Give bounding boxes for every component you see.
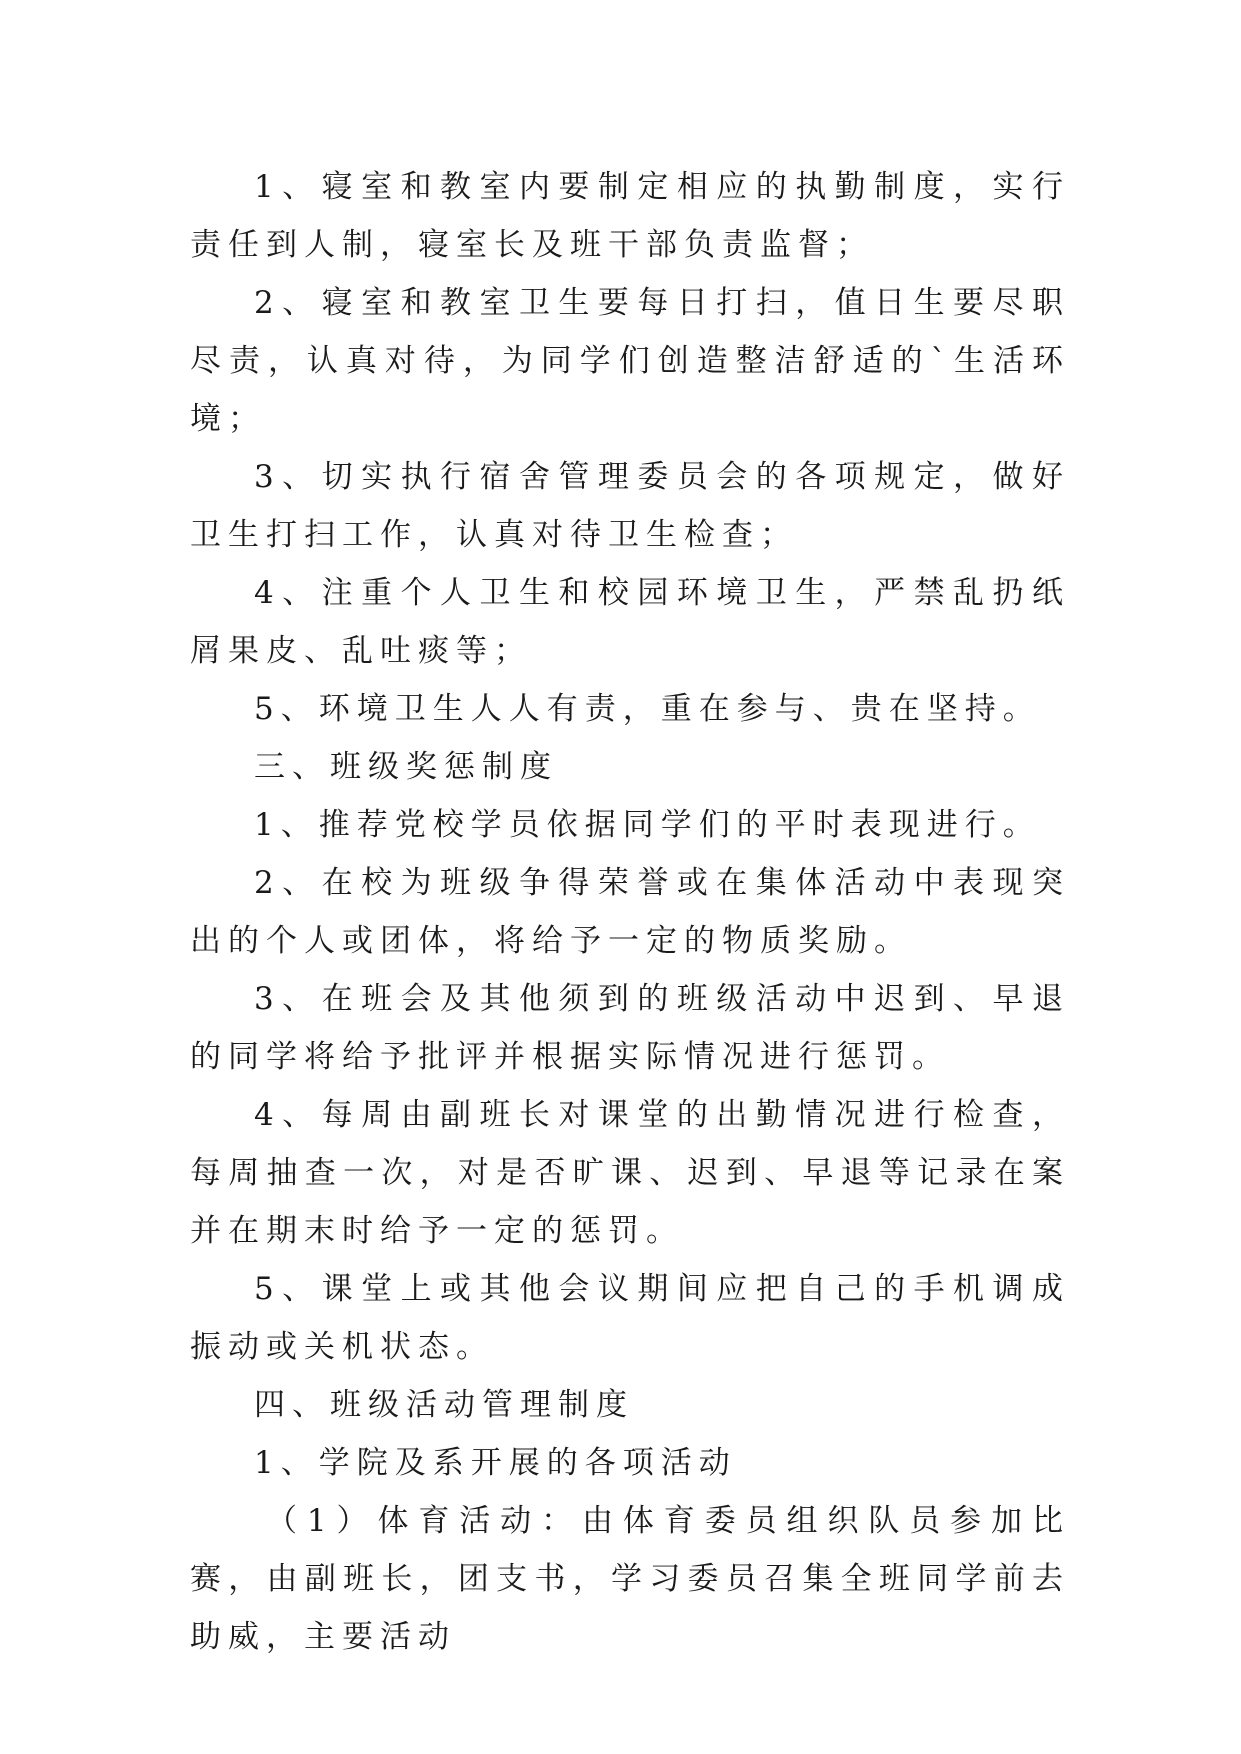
paragraph-personal-hygiene: 4、注重个人卫生和校园环境卫生，严禁乱扔纸屑果皮、乱吐痰等； [190,575,1070,669]
document-page [190,158,1070,1666]
paragraph-lateness-penalty: 3、在班会及其他须到的班级活动中迟到、早退的同学将给予批评并根据实际情况进行惩罚。 [190,981,1070,1075]
paragraph-duty-system: 1、寝室和教室内要制定相应的执勤制度，实行责任到人制，寝室长及班干部负责监督； [190,169,1070,263]
paragraph-honor-rewards: 2、在校为班级争得荣誉或在集体活动中表现突出的个人或团体，将给予一定的物质奖励。 [190,865,1070,959]
paragraph-phone-policy: 5、课堂上或其他会议期间应把自己的手机调成振动或关机状态。 [190,1271,1070,1365]
paragraph-dorm-rules: 3、切实执行宿舍管理委员会的各项规定，做好卫生打扫工作，认真对待卫生检查； [190,459,1070,553]
paragraph-shared-responsibility: 5、环境卫生人人有责，重在参与、贵在坚持。 [254,691,1041,727]
paragraph-daily-cleaning: 2、寝室和教室卫生要每日打扫，值日生要尽职尽责，认真对待，为同学们创造整洁舒适的`生活环境； [190,285,1070,437]
section-heading-activity-management: 四、班级活动管理制度 [254,1387,634,1423]
paragraph-college-activities: 1、学院及系开展的各项活动 [254,1445,737,1481]
section-heading-rewards-penalties: 三、班级奖惩制度 [254,749,558,785]
paragraph-party-school: 1、推荐党校学员依据同学们的平时表现进行。 [254,807,1041,843]
paragraph-attendance-check: 4、每周由副班长对课堂的出勤情况进行检查，每周抽查一次，对是否旷课、迟到、早退等记录在案并在期末时给予一定的惩罚。 [190,1097,1070,1249]
paragraph-sports-activities: （1）体育活动：由体育委员组织队员参加比赛，由副班长，团支书，学习委员召集全班同学前去助威，主要活动 [190,1503,1070,1655]
